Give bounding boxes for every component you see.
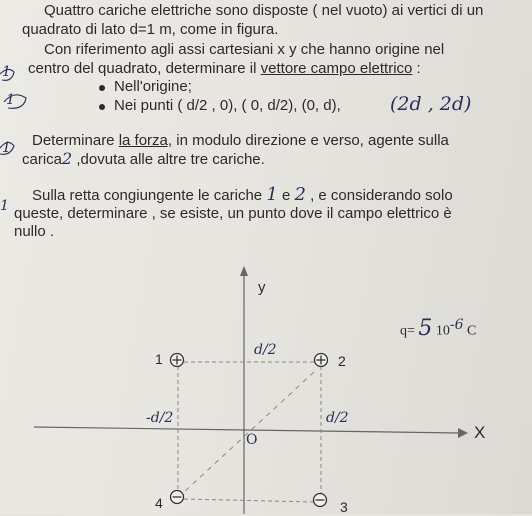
task3-line-3: nullo . [14,223,55,240]
charge-1-label: 1 [155,351,163,367]
task3-line-1-end: , e considerando solo [305,187,453,204]
task3-conj: e [277,187,295,204]
charge-2-label: 2 [338,353,346,369]
task2-line-2-text: carica [22,151,63,168]
square-bottom-edge [184,499,314,502]
intro-line-1: Quattro cariche elettriche sono disposte ( nel vuoto) ai vertici di un [44,2,484,19]
bullet-points-text: Nei punti ( d/2 , 0), ( 0, d/2), (0, d), [114,97,341,114]
charge-4-marker [171,491,184,504]
x-axis-label: X [474,423,486,442]
task3-line-1-text: Sulla retta congiungente le cariche [32,187,267,204]
task3-line-2: queste, determinare , se esiste, un punto dove il campo elettrico è [14,205,452,222]
charge-value-formula [400,316,476,341]
origin-label: O [246,432,258,448]
y-axis-arrow [240,266,248,276]
bullet-origin: Nell'origine; [114,78,192,95]
task2-line-1-end: in modulo direzione e verso, agente sulla [172,132,449,149]
charge-3-label: 3 [340,499,348,515]
d2-right-label: d/2 [326,410,349,426]
charge-4-label: 4 [155,495,163,511]
intro-line-4-text: centro del quadrato, determinare il [28,60,261,77]
d2-top-label: d/2 [254,342,277,358]
formula-value-hand: 5 [418,315,433,341]
intro-line-2: quadrato di lato d=1 m, come in figura. [22,21,279,38]
task2-line-2-end: ,dovuta alle altre tre cariche. [72,151,265,168]
charge-1-marker [171,354,184,367]
formula-unit: C [467,323,477,339]
margin-mark-2: 1 [6,92,15,108]
margin-mark-1: 1 [2,64,11,80]
charge-2-marker [315,354,328,367]
formula-q: q= [400,323,415,339]
margin-circle-1 [0,69,14,80]
y-axis-label: y [258,279,266,296]
force-term: la forza, [118,132,173,149]
margin-mark-3: 1 [2,140,11,156]
handwritten-charge-2: 2 [62,149,73,168]
charge-3-marker [314,494,327,507]
margin-circle-2 [4,95,26,108]
handwritten-point: (2d , 2d) [390,93,472,115]
electric-field-term: vettore campo elettrico [260,60,413,77]
margin-mark-4: 1 [0,198,9,214]
x-axis-arrow [458,428,468,438]
intro-line-3: Con riferimento agli assi cartesiani x y che hanno origine nel [44,41,445,58]
handwritten-charge-1: 1 [266,184,278,205]
margin-circle-3 [0,142,14,154]
formula-base: 10 [435,323,450,339]
task2-line-1-text: Determinare [32,132,119,149]
d2-left-label: -d/2 [146,410,174,426]
handwritten-charge-2b: 2 [294,184,306,205]
formula-exponent: -6 [449,317,464,333]
intro-line-4-end: : [412,60,421,77]
